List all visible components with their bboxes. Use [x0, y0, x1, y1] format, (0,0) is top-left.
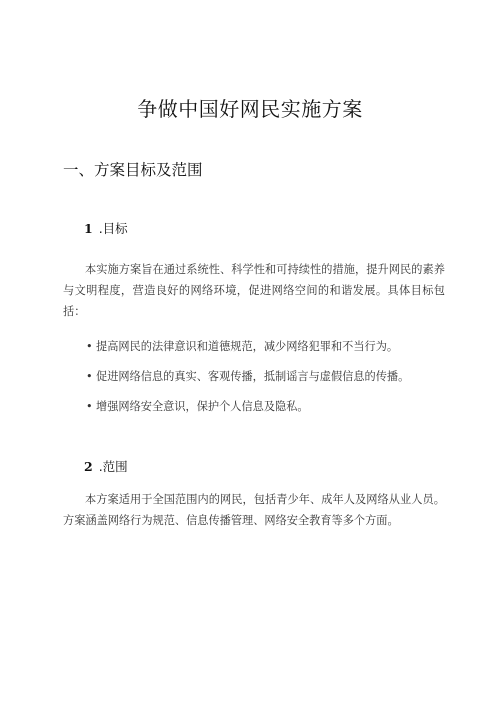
bullet-text: 提高网民的法律意识和道德规范，减少网络犯罪和不当行为。 — [96, 340, 399, 353]
list-item — [86, 332, 409, 362]
goal-bullet-list — [86, 332, 409, 422]
goal-label: .目标 — [98, 221, 128, 236]
scope-subheading — [84, 457, 128, 475]
scope-label: .范围 — [98, 459, 128, 474]
goal-number: 1 — [84, 221, 93, 236]
scope-number: 2 — [84, 459, 93, 474]
list-item — [86, 392, 409, 422]
bullet-dot: • — [86, 340, 93, 353]
scope-paragraph: 本方案适用于全国范围内的网民，包括青少年、成年人及网络从业人员。方案涵盖网络行为规范、信息传播管理、网络安全教育等多个方面。 — [63, 493, 445, 527]
goal-paragraph: 本实施方案旨在通过系统性、科学性和可持续性的措施，提升网民的素养与文明程度，营造良好的网络环境，促进网络空间的和谐发展。具体目标包括： — [63, 263, 445, 318]
list-item — [86, 362, 409, 392]
section-heading: 一、方案目标及范围 — [63, 161, 203, 179]
bullet-text: 增强网络安全意识，保护个人信息及隐私。 — [96, 400, 309, 413]
bullet-text: 促进网络信息的真实、客观传播，抵制谣言与虚假信息的传播。 — [96, 370, 410, 383]
bullet-dot: • — [86, 400, 93, 413]
page-title: 争做中国好网民实施方案 — [137, 97, 363, 121]
bullet-dot: • — [86, 370, 93, 383]
goal-subheading — [84, 219, 128, 237]
